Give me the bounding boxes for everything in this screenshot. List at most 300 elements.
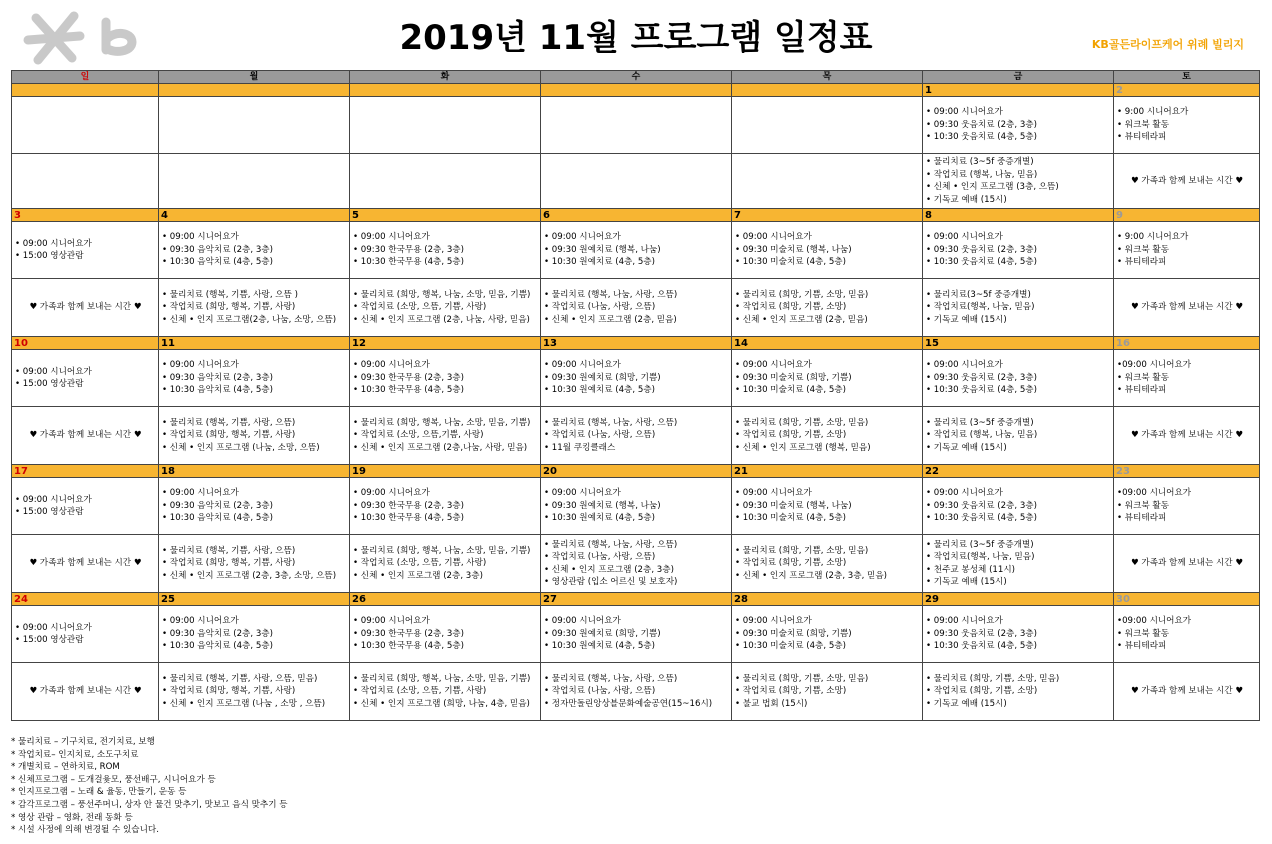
date-cell-sat: 23 <box>1114 465 1260 478</box>
weekday-header-row <box>12 71 1260 84</box>
date-row <box>12 465 1260 478</box>
program-item: • 09:00 시니어요가 <box>544 616 621 627</box>
program-item: • 작업치료 (소망, 으뜸, 기쁨, 사랑) <box>353 686 487 697</box>
program-item: • 09:30 웃음치료 (2층, 3층) <box>926 119 1037 130</box>
am-program-cell <box>12 350 159 407</box>
program-item: • 물리치료 (희망, 기쁨, 소망, 믿음) <box>926 673 1060 684</box>
program-item: • 09:00 시니어요가 <box>15 494 92 505</box>
program-item: • 물리치료 (행복, 나눔, 사랑, 으뜸) <box>544 539 678 550</box>
program-item: • 09:00 시니어요가 <box>162 232 239 243</box>
program-item: • 15:00 영상관람 <box>15 507 84 517</box>
date-cell-mon: 11 <box>159 337 350 350</box>
program-item: • 09:30 미술치료 (희망, 기쁨) <box>735 628 852 639</box>
date-cell-sat: 2 <box>1114 84 1260 97</box>
program-item: • 기독교 예배 (15시) <box>926 194 1007 205</box>
program-item: • 09:00 시니어요가 <box>353 616 430 627</box>
program-item: • 09:30 웃음치료 (2층, 3층) <box>926 244 1037 255</box>
program-item: • 10:30 원예치료 (4층, 5층) <box>544 385 655 396</box>
program-item: • 작업치료 (소망, 으뜸,기쁨, 사랑) <box>353 430 484 441</box>
program-item: • 09:30 한국무용 (2층, 3층) <box>353 628 464 639</box>
note-line: * 인지프로그램 – 노래 & 율동, 만들기, 운동 등 <box>11 787 187 798</box>
date-cell-fri: 22 <box>923 465 1114 478</box>
program-item: • 작업치료 (나눔, 사랑, 으뜸) <box>544 302 656 313</box>
note-line: * 물리치료 – 기구치료, 전기치료, 보행 <box>11 737 155 747</box>
pm-program-cell <box>350 407 541 465</box>
note-line: * 신체프로그램 – 도개걸윷모, 풍선배구, 시니어요가 등 <box>11 774 216 785</box>
program-item: • 신체 • 인지 프로그램 (2층, 3층) <box>544 564 674 575</box>
date-row <box>12 84 1260 97</box>
program-item: • 물리치료 (행복, 기쁨, 사랑, 으뜸 ) <box>162 289 298 300</box>
program-item: • 물리치료 (희망, 기쁨, 소망, 믿음) <box>735 545 869 556</box>
program-item: • 물리치료 (희망, 행복, 나눔, 소망, 믿음, 기쁨) <box>353 417 531 428</box>
program-item: • 워크북 활동 <box>1117 372 1170 383</box>
date-cell-sun: 10 <box>12 337 159 350</box>
program-item: • 작업치료 (소망, 으뜸, 기쁨, 사랑) <box>353 302 487 313</box>
pm-program-cell <box>159 663 350 721</box>
note-line: * 개별치료 – 연하치료, ROM <box>11 762 120 773</box>
pm-program-cell <box>159 535 350 593</box>
am-program-cell <box>159 350 350 407</box>
pm-program-row <box>12 154 1260 209</box>
pm-program-cell <box>923 535 1114 593</box>
pm-program-cell <box>923 279 1114 337</box>
program-item: • 09:00 시니어요가 <box>544 488 621 499</box>
note-line: * 감각프로그램 – 풍선주머니, 상자 안 물건 맞추기, 맛보고 음식 맞추기 등 <box>11 799 288 810</box>
am-program-cell <box>350 350 541 407</box>
date-cell-thu: 14 <box>732 337 923 350</box>
date-cell-fri: 15 <box>923 337 1114 350</box>
date-row <box>12 209 1260 222</box>
program-item: • 10:30 원예치료 (4층, 5층) <box>544 641 655 652</box>
program-item: • 15:00 영상관람 <box>15 635 84 645</box>
program-item: • 10:30 음악치료 (4층, 5층) <box>162 641 273 652</box>
pm-program-cell <box>732 663 923 721</box>
program-item: • 09:00 시니어요가 <box>162 360 239 371</box>
program-item: • 물리치료 (행복, 기쁨, 사랑, 으뜸) <box>162 545 296 556</box>
date-cell-thu: 7 <box>732 209 923 222</box>
program-item: • 신체 • 인지 프로그램 (나눔, 소망, 으뜸) <box>162 442 320 453</box>
program-item: • 09:30 웃음치료 (2층, 3층) <box>926 500 1037 511</box>
pm-program-cell <box>350 535 541 593</box>
program-item: • 뷰티테라피 <box>1117 513 1167 524</box>
program-item: • 신체 • 인지 프로그램 (희망, 나눔, 4층, 믿음) <box>353 698 530 709</box>
date-cell-mon: 25 <box>159 593 350 606</box>
program-item: • 물리치료 (희망, 기쁨, 소망, 믿음) <box>735 289 869 300</box>
program-item: • 물리치료 (희망, 기쁨, 소망, 믿음) <box>735 417 869 428</box>
pm-program-cell <box>732 154 923 209</box>
program-item: • 10:30 원예치료 (4층, 5층) <box>544 513 655 524</box>
program-item: • 기독교 예배 (15시) <box>926 314 1007 325</box>
weekday-sun: 일 <box>12 71 159 84</box>
pm-program-row <box>12 279 1260 337</box>
program-item: • 09:00 시니어요가 <box>544 232 621 243</box>
date-cell-sun: 3 <box>12 209 159 222</box>
program-item: • 작업치료 (희망, 기쁨, 소망) <box>735 302 847 313</box>
program-item: ♥ 가족과 함께 보내는 시간 ♥ <box>29 302 142 313</box>
program-item: • 신체 • 인지 프로그램 (2층, 나눔, 사랑, 믿음) <box>353 314 530 325</box>
program-item: • 09:30 웃음치료 (2층, 3층) <box>926 372 1037 383</box>
note-line: * 시설 사정에 의해 변경될 수 있습니다. <box>11 825 159 836</box>
pm-program-cell <box>541 407 732 465</box>
pm-program-cell <box>350 279 541 337</box>
pm-program-cell <box>923 663 1114 721</box>
notes <box>11 736 288 837</box>
date-cell-fri: 8 <box>923 209 1114 222</box>
program-item: • 09:30 미술치료 (행복, 나눔) <box>735 500 852 511</box>
program-item: • 09:00 시니어요가 <box>353 232 430 243</box>
am-program-cell <box>732 97 923 154</box>
am-program-cell <box>923 606 1114 663</box>
date-cell-sun: 24 <box>12 593 159 606</box>
program-item: • 신체 • 인지 프로그램 (3층, 으뜸) <box>926 182 1059 192</box>
program-item: • 09:00 시니어요가 <box>15 238 92 249</box>
program-item: • 작업치료 (희망, 기쁨, 소망) <box>926 686 1038 697</box>
program-item: • 10:30 원예치료 (4층, 5층) <box>544 257 655 268</box>
am-program-cell <box>732 222 923 279</box>
program-item: • 신체 • 인지 프로그램(2층, 나눔, 소망, 으뜸) <box>162 314 337 325</box>
pm-program-cell <box>732 535 923 593</box>
program-item: • 작업치료 (나눔, 사랑, 으뜸) <box>544 686 656 697</box>
program-item: • 10:30 미술치료 (4층, 5층) <box>735 257 846 268</box>
program-item: • 기독교 예배 (15시) <box>926 442 1007 453</box>
program-item: • 9:00 시니어요가 <box>1117 107 1189 118</box>
am-program-cell <box>541 222 732 279</box>
program-item: • 10:30 웃음치료 (4층, 5층) <box>926 513 1037 524</box>
am-program-row <box>12 97 1260 154</box>
program-item: • 09:30 미술치료 (희망, 기쁨) <box>735 372 852 383</box>
program-item: • 기독교 예배 (15시) <box>926 577 1007 587</box>
am-program-row <box>12 478 1260 535</box>
program-item: • 워크북 활동 <box>1117 628 1170 639</box>
program-item: • 09:00 시니어요가 <box>735 360 812 371</box>
program-item: • 물리치료 (희망, 행복, 나눔, 소망, 믿음, 기쁨) <box>353 673 531 684</box>
am-program-cell <box>923 97 1114 154</box>
program-item: • 09:30 한국무용 (2층, 3층) <box>353 372 464 383</box>
program-item: • 천주교 봉성체 (11시) <box>926 564 1016 575</box>
date-cell-sun: 17 <box>12 465 159 478</box>
program-item: • 신체 • 인지 프로그램 (2층, 3층, 믿음) <box>735 570 887 581</box>
program-item: • 물리치료 (희망, 행복, 나눔, 소망, 믿음, 기쁨) <box>353 545 531 556</box>
date-cell-tue: 26 <box>350 593 541 606</box>
program-item: ♥ 가족과 함께 보내는 시간 ♥ <box>1130 430 1244 441</box>
am-program-cell <box>732 606 923 663</box>
am-program-row <box>12 606 1260 663</box>
date-cell-thu: 28 <box>732 593 923 606</box>
weekday-mon: 월 <box>159 71 350 84</box>
program-item: • 물리치료 (행복, 나눔, 사랑, 으뜸) <box>544 417 678 428</box>
am-program-cell <box>541 606 732 663</box>
program-item: • 물리치료 (행복, 기쁨, 사랑, 으뜸) <box>162 417 296 428</box>
pm-program-cell <box>12 154 159 209</box>
program-item: • 신체 • 인지 프로그램 (2층, 3층) <box>353 570 483 581</box>
calendar-body <box>12 84 1260 721</box>
am-program-cell <box>541 478 732 535</box>
date-cell-wed: 27 <box>541 593 732 606</box>
program-item: • 10:30 미술치료 (4층, 5층) <box>735 641 846 652</box>
am-program-cell <box>12 606 159 663</box>
program-item: • 물리치료 (3~5f 중증개별) <box>926 417 1034 428</box>
program-item: • 작업치료 (행복, 나눔, 믿음) <box>926 169 1038 180</box>
am-program-cell <box>12 478 159 535</box>
program-item: • 신체 • 인지 프로그램 (2층, 믿음) <box>544 314 677 325</box>
date-row <box>12 337 1260 350</box>
program-item: • 기독교 예배 (15시) <box>926 698 1007 709</box>
program-item: • 뷰티테라피 <box>1117 257 1167 268</box>
date-cell-tue: 5 <box>350 209 541 222</box>
program-item: • 10:30 한국무용 (4층, 5층) <box>353 513 464 524</box>
am-program-cell <box>923 478 1114 535</box>
program-item: • 09:30 원예치료 (희망, 기쁨) <box>544 628 661 639</box>
program-item: • 10:30 한국무용 (4층, 5층) <box>353 641 464 652</box>
weekday-sat: 토 <box>1114 71 1260 84</box>
am-program-cell <box>1114 222 1260 279</box>
note-line: * 작업치료– 인지치료, 소도구치료 <box>11 749 139 760</box>
program-item: • 신체 • 인지 프로그램 (2층,나눔, 사랑, 믿음) <box>353 442 528 453</box>
date-cell-mon: 4 <box>159 209 350 222</box>
program-item: • 09:30 한국무용 (2층, 3층) <box>353 244 464 255</box>
program-item: • 물리치료 (행복, 나눔, 사랑, 으뜸) <box>544 673 678 684</box>
program-item: • 물리치료 (희망, 행복, 나눔, 소망, 믿음, 기쁨) <box>353 289 531 300</box>
program-item: • 10:30 음악치료 (4층, 5층) <box>162 385 273 396</box>
program-item: • 09:00 시니어요가 <box>162 488 239 499</box>
program-item: • 09:30 음악치료 (2층, 3층) <box>162 372 273 383</box>
program-item: ♥ 가족과 함께 보내는 시간 ♥ <box>1130 558 1244 569</box>
program-item: •09:00 시니어요가 <box>1117 360 1192 371</box>
date-cell-fri: 1 <box>923 84 1114 97</box>
program-item: • 작업치료 (희망, 행복, 기쁨, 사랑) <box>162 558 296 569</box>
date-cell-fri: 29 <box>923 593 1114 606</box>
program-item: • 신체 • 인지 프로그램 (나눔 , 소망 , 으뜸) <box>162 698 326 709</box>
program-item: ♥ 가족과 함께 보내는 시간 ♥ <box>29 558 142 569</box>
pm-program-cell <box>732 279 923 337</box>
pm-program-cell <box>541 154 732 209</box>
pm-program-cell <box>541 663 732 721</box>
program-item: • 09:30 원예치료 (희망, 기쁨) <box>544 372 661 383</box>
weekday-fri: 금 <box>923 71 1114 84</box>
am-program-cell <box>1114 606 1260 663</box>
program-item: •09:00 시니어요가 <box>1117 616 1192 627</box>
am-program-cell <box>923 350 1114 407</box>
program-item: • 09:00 시니어요가 <box>353 360 430 371</box>
am-program-cell <box>1114 478 1260 535</box>
pm-program-cell <box>541 279 732 337</box>
program-item: • 09:00 시니어요가 <box>735 232 812 243</box>
program-item: ♥ 가족과 함께 보내는 시간 ♥ <box>29 686 142 697</box>
program-item: • 10:30 음악치료 (4층, 5층) <box>162 257 273 268</box>
program-item: • 작업치료 (희망, 행복, 기쁨, 사랑) <box>162 686 296 697</box>
program-item: • 작업치료 (희망, 기쁨, 소망) <box>735 558 847 569</box>
program-item: • 10:30 웃음치료 (4층, 5층) <box>926 132 1037 143</box>
program-item: • 09:30 음악치료 (2층, 3층) <box>162 500 273 511</box>
program-item: • 신체 • 인지 프로그램 (2층, 3층, 소망, 으뜸) <box>162 570 337 581</box>
date-cell-mon <box>159 84 350 97</box>
date-cell-wed <box>541 84 732 97</box>
am-program-cell <box>923 222 1114 279</box>
page-title: 2019년 11월 프로그램 일정표 <box>399 18 873 58</box>
am-program-cell <box>159 606 350 663</box>
date-cell-thu <box>732 84 923 97</box>
program-item: • 10:30 미술치료 (4층, 5층) <box>735 513 846 524</box>
date-cell-sat: 16 <box>1114 337 1260 350</box>
pm-program-cell <box>350 154 541 209</box>
weekday-thu: 목 <box>732 71 923 84</box>
program-item: ♥ 가족과 함께 보내는 시간 ♥ <box>29 430 142 441</box>
pm-program-cell <box>159 407 350 465</box>
program-item: • 물리치료 (행복, 기쁨, 사랑, 으뜸, 믿음) <box>162 673 318 684</box>
program-item: • 10:30 음악치료 (4층, 5층) <box>162 513 273 524</box>
date-cell-thu: 21 <box>732 465 923 478</box>
date-row <box>12 593 1260 606</box>
pm-program-cell <box>12 663 159 721</box>
program-item: • 뷰티테라피 <box>1117 385 1167 396</box>
program-item: • 09:00 시니어요가 <box>926 488 1003 499</box>
program-item: ♥ 가족과 함께 보내는 시간 ♥ <box>1130 686 1244 697</box>
pm-program-cell <box>1114 663 1260 721</box>
pm-program-cell <box>1114 407 1260 465</box>
program-item: •09:00 시니어요가 <box>1117 488 1192 499</box>
am-program-row <box>12 222 1260 279</box>
weekday-tue: 화 <box>350 71 541 84</box>
pm-program-cell <box>159 154 350 209</box>
program-item: • 09:00 시니어요가 <box>15 366 92 377</box>
program-item: • 작업치료 (나눔, 사랑, 으뜸) <box>544 552 656 562</box>
date-cell-mon: 18 <box>159 465 350 478</box>
pm-program-cell <box>12 535 159 593</box>
program-item: • 09:00 시니어요가 <box>353 488 430 499</box>
date-cell-wed: 20 <box>541 465 732 478</box>
pm-program-cell <box>923 154 1114 209</box>
am-program-cell <box>350 97 541 154</box>
program-item: • 09:00 시니어요가 <box>544 360 621 371</box>
program-item: • 09:30 웃음치료 (2층, 3층) <box>926 628 1037 639</box>
program-item: • 물리치료(3~5f 중증개별) <box>926 289 1031 300</box>
program-item: • 작업치료 (희망, 행복, 기쁨, 사랑) <box>162 430 296 441</box>
am-program-cell <box>732 478 923 535</box>
program-item: • 물리치료 (3~5f 중증개별) <box>926 539 1034 550</box>
pm-program-cell <box>541 535 732 593</box>
program-item: ♥ 가족과 함께 보내는 시간 ♥ <box>1130 302 1244 313</box>
program-item: • 09:30 음악치료 (2층, 3층) <box>162 244 273 255</box>
am-program-cell <box>159 222 350 279</box>
pm-program-cell <box>12 407 159 465</box>
note-line: * 영상 관람 – 영화, 전래 동화 등 <box>11 812 133 823</box>
program-item: • 워크북 활동 <box>1117 500 1170 511</box>
program-item: • 09:00 시니어요가 <box>735 488 812 499</box>
program-item: • 신체 • 인지 프로그램 (2층, 믿음) <box>735 314 868 325</box>
calendar-table <box>11 70 1260 721</box>
pm-program-row <box>12 407 1260 465</box>
program-item: • 09:00 시니어요가 <box>926 360 1003 371</box>
program-item: • 09:00 시니어요가 <box>15 622 92 633</box>
pm-program-cell <box>923 407 1114 465</box>
pm-program-cell <box>159 279 350 337</box>
date-cell-tue: 19 <box>350 465 541 478</box>
am-program-cell <box>350 222 541 279</box>
date-cell-sat: 9 <box>1114 209 1260 222</box>
program-item: • 워크북 활동 <box>1117 119 1170 130</box>
program-item: • 09:00 시니어요가 <box>926 107 1003 118</box>
program-item: • 물리치료 (행복, 나눔, 사랑, 으뜸) <box>544 289 678 300</box>
pm-program-cell <box>1114 279 1260 337</box>
pm-program-row <box>12 663 1260 721</box>
program-item: • 작업치료(행복, 나눔, 믿음) <box>926 302 1035 313</box>
program-item: • 뷰티테라피 <box>1117 641 1167 652</box>
program-item: • 09:30 한국무용 (2층, 3층) <box>353 500 464 511</box>
date-cell-sun <box>12 84 159 97</box>
am-program-cell <box>159 97 350 154</box>
am-program-cell <box>732 350 923 407</box>
program-item: • 09:00 시니어요가 <box>926 616 1003 627</box>
program-item: • 10:30 한국무용 (4층, 5층) <box>353 385 464 396</box>
program-item: • 09:30 음악치료 (2층, 3층) <box>162 628 273 639</box>
program-item: • 작업치료 (나눔, 사랑, 으뜸) <box>544 430 656 441</box>
weekday-wed: 수 <box>541 71 732 84</box>
program-item: • 11월 쿠킹클래스 <box>544 442 616 453</box>
program-item: • 작업치료 (행복, 나눔, 믿음) <box>926 430 1038 441</box>
program-item: • 작업치료(행복, 나눔, 믿음) <box>926 552 1035 562</box>
program-item: • 물리치료 (3~5f 중증개별) <box>926 157 1034 167</box>
program-item: • 뷰티테라피 <box>1117 132 1167 143</box>
program-item: • 워크북 활동 <box>1117 244 1170 255</box>
program-item: • 신체 • 인지 프로그램 (행복, 믿음) <box>735 442 871 453</box>
program-item: • 10:30 웃음치료 (4층, 5층) <box>926 257 1037 268</box>
program-item: • 10:30 미술치료 (4층, 5층) <box>735 385 846 396</box>
am-program-cell <box>1114 97 1260 154</box>
program-item: • 정자만돌린앙상블문화예술공연(15~16시) <box>544 698 713 709</box>
date-cell-tue: 12 <box>350 337 541 350</box>
pm-program-cell <box>350 663 541 721</box>
program-item: • 09:00 시니어요가 <box>162 616 239 627</box>
program-item: • 10:30 웃음치료 (4층, 5층) <box>926 641 1037 652</box>
am-program-cell <box>350 606 541 663</box>
pm-program-cell <box>1114 535 1260 593</box>
facility-name: KB골든라이프케어 위례 빌리지 <box>1091 38 1244 51</box>
program-item: • 09:00 시니어요가 <box>926 232 1003 243</box>
program-item: • 작업치료 (희망, 기쁨, 소망) <box>735 686 847 697</box>
am-program-cell <box>541 97 732 154</box>
date-cell-tue <box>350 84 541 97</box>
program-item: • 작업치료 (희망, 기쁨, 소망) <box>735 430 847 441</box>
program-item: • 영상관람 (입소 어르신 및 보호자) <box>544 577 678 587</box>
program-item: • 09:30 원예치료 (행복, 나눔) <box>544 500 661 511</box>
program-item: • 09:00 시니어요가 <box>735 616 812 627</box>
program-item: • 09:30 원예치료 (행복, 나눔) <box>544 244 661 255</box>
date-cell-wed: 13 <box>541 337 732 350</box>
am-program-cell <box>541 350 732 407</box>
program-item: • 10:30 웃음치료 (4층, 5층) <box>926 385 1037 396</box>
pm-program-cell <box>1114 154 1260 209</box>
am-program-row <box>12 350 1260 407</box>
pm-program-cell <box>12 279 159 337</box>
program-item: • 09:30 미술치료 (행복, 나눔) <box>735 244 852 255</box>
am-program-cell <box>350 478 541 535</box>
program-item: • 15:00 영상관람 <box>15 251 84 261</box>
am-program-cell <box>1114 350 1260 407</box>
date-cell-wed: 6 <box>541 209 732 222</box>
program-item: • 15:00 영상관람 <box>15 379 84 389</box>
program-item: • 작업치료 (소망, 으뜸, 기쁨, 사랑) <box>353 558 487 569</box>
date-cell-sat: 30 <box>1114 593 1260 606</box>
am-program-cell <box>12 97 159 154</box>
am-program-cell <box>12 222 159 279</box>
program-item: • 불교 법회 (15시) <box>735 698 808 709</box>
pm-program-row <box>12 535 1260 593</box>
program-item: • 작업치료 (희망, 행복, 기쁨, 사랑) <box>162 302 296 313</box>
program-item: • 9:00 시니어요가 <box>1117 232 1189 243</box>
pm-program-cell <box>732 407 923 465</box>
program-item: ♥ 가족과 함께 보내는 시간 ♥ <box>1130 175 1244 186</box>
am-program-cell <box>159 478 350 535</box>
